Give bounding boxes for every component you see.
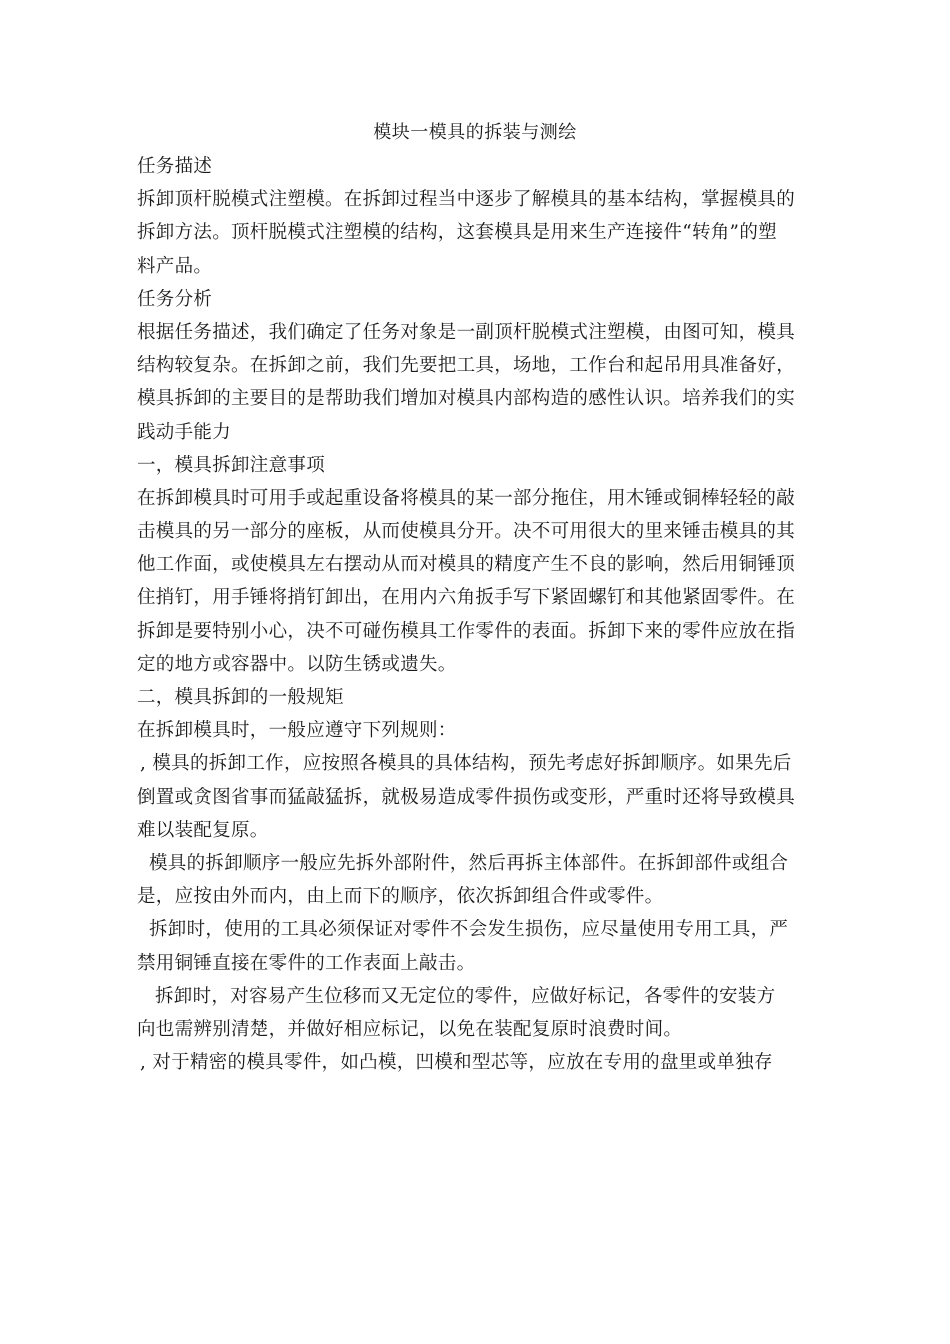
paragraph-line: 住捎钉，用手锤将捎钉卸出，在用内六角扳手写下紧固螺钉和其他紧固零件。在 [137, 587, 796, 609]
paragraph-line: 在拆卸模具时可用手或起重设备将模具的某一部分拖住，用木锤或铜棒轻轻的敲 [137, 487, 796, 509]
paragraph-line: 拆卸是要特别小心，决不可碰伤模具工作零件的表面。拆卸下来的零件应放在指 [137, 620, 796, 642]
paragraph-line: 模具的拆卸顺序一般应先拆外部附件，然后再拆主体部件。在拆卸部件或组合 [149, 852, 789, 874]
paragraph-line: 料产品。 [137, 255, 213, 277]
section-heading: 二，模具拆卸的一般规矩 [137, 687, 344, 708]
paragraph-line: 他工作面，或使模具左右摆动从而对模具的精度产生不良的影响，然后用铜锤顶 [137, 554, 796, 576]
paragraph-line: 拆卸顶杆脱模式注塑模。在拆卸过程当中逐步了解模具的基本结构，掌握模具的 [137, 189, 796, 211]
paragraph-line: 向也需辨别清楚，并做好相应标记，以免在装配复原时浪费时间。 [137, 1018, 683, 1040]
section-heading: 任务描述 [137, 156, 213, 177]
document-title: 模块一模具的拆装与测绘 [373, 122, 577, 143]
paragraph-line: 结构较复杂。在拆卸之前，我们先要把工具，场地，工作台和起吊用具准备好， [137, 355, 796, 377]
document-body [137, 150, 817, 1079]
paragraph-line: 是，应按由外而内，由上而下的顺序，依次拆卸组合件或零件。 [137, 886, 664, 908]
paragraph-line: 拆卸时，对容易产生位移而又无定位的零件，应做好标记，各零件的安装方 [155, 985, 776, 1007]
paragraph-line: 难以装配复原。 [137, 819, 269, 841]
paragraph-line: 定的地方或容器中。以防生锈或遗失。 [137, 653, 457, 675]
paragraph-line: 拆卸时，使用的工具必须保证对零件不会发生损伤，应尽量使用专用工具，严 [149, 919, 789, 941]
section-heading: 一，模具拆卸注意事项 [137, 454, 326, 476]
paragraph-line: 击模具的另一部分的座板，从而使模具分开。决不可用很大的里来锤击模具的其 [137, 521, 796, 543]
section-heading: 任务分析 [137, 288, 213, 310]
paragraph-line: 践动手能力 [137, 421, 232, 443]
paragraph-line: , 对于精密的模具零件，如凸模，凹模和型芯等，应放在专用的盘里或单独存 [140, 1052, 773, 1074]
paragraph-line: 倒置或贪图省事而猛敲猛拆，就极易造成零件损伤或变形，严重时还将导致模具 [137, 786, 796, 808]
paragraph-line: 在拆卸模具时，一般应遵守下列规则： [137, 720, 457, 742]
paragraph-line: 根据任务描述，我们确定了任务对象是一副顶杆脱模式注塑模，由图可知，模具 [137, 321, 796, 343]
paragraph-line: 模具拆卸的主要目的是帮助我们增加对模具内部构造的感性认识。培养我们的实 [137, 388, 796, 410]
paragraph-line: , 模具的拆卸工作，应按照各模具的具体结构，预先考虑好拆卸顺序。如果先后 [140, 753, 792, 775]
paragraph-line: 拆卸方法。顶杆脱模式注塑模的结构，这套模具是用来生产连接件“转角”的塑 [137, 222, 777, 244]
paragraph-line: 禁用铜锤直接在零件的工作表面上敲击。 [137, 952, 476, 974]
